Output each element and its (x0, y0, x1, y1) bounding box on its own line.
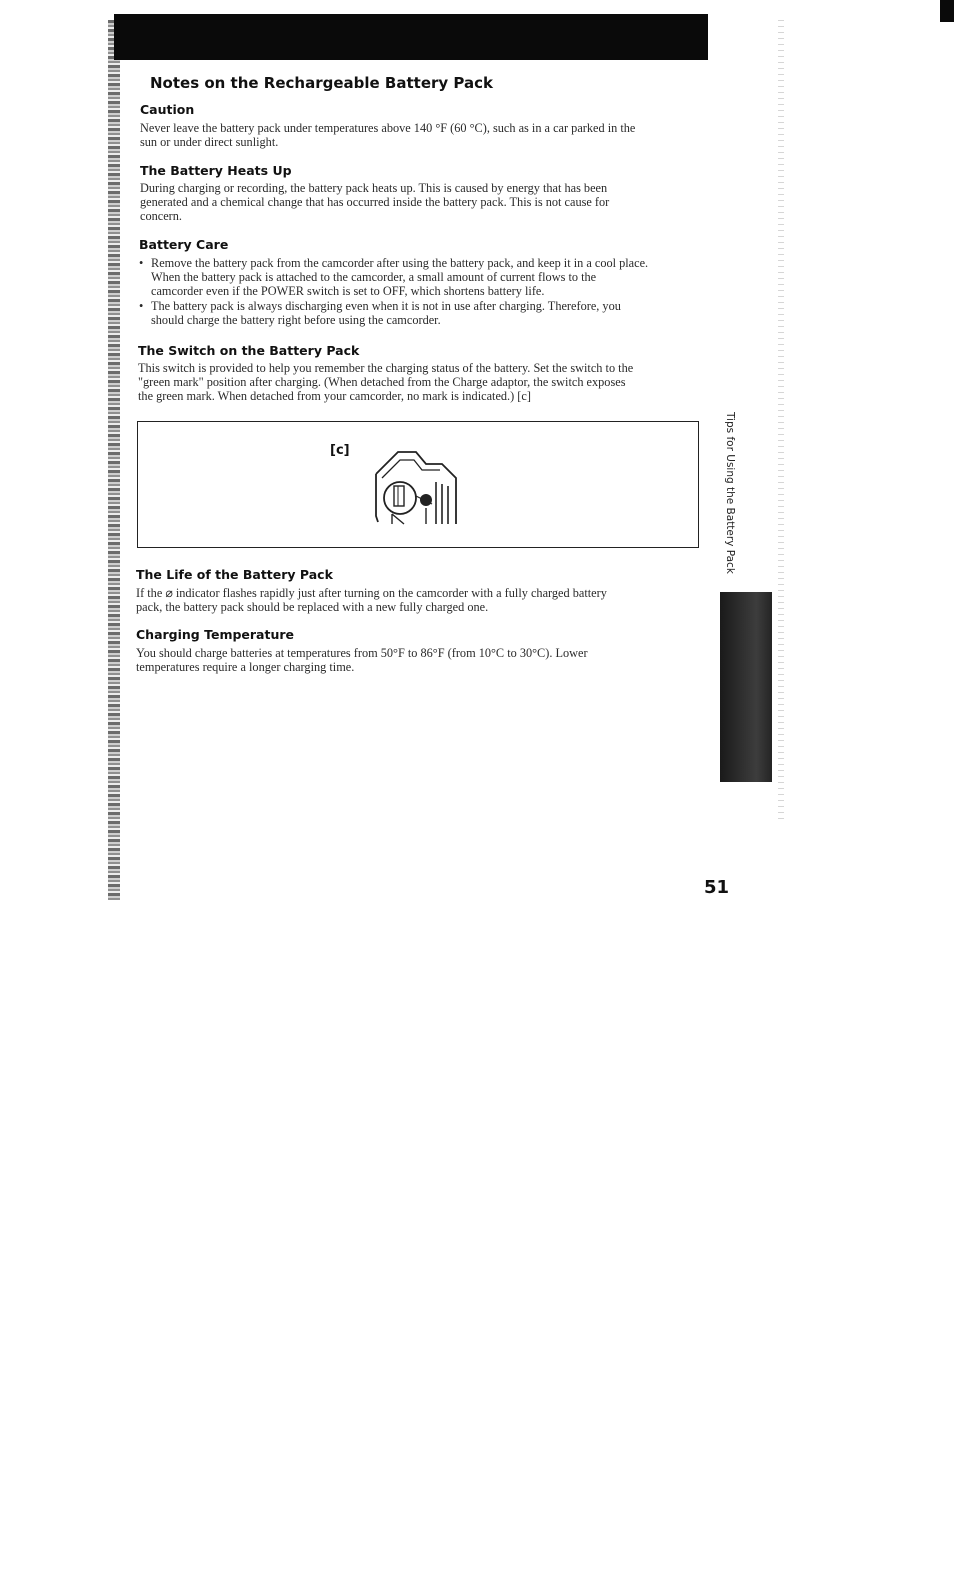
figure-label: [c] (330, 443, 350, 458)
side-tab-label: Tips for Using the Battery Pack (724, 412, 736, 574)
switch-text: This switch is provided to help you remember the charging status of the battery. Set the switch to the "green mark" position after charging. (When detached from the Charge adaptor, the switch exposes the green mark. When detached from your camcorder, no mark is indicated.) [c] (138, 361, 634, 404)
life-text: If the ⌀ indicator flashes rapidly just after turning on the camcorder with a fully charged battery pack, the battery pack should be replaced with a new fully charged one. (136, 586, 607, 615)
temperature-heading: Charging Temperature (136, 627, 295, 642)
caution-text: Never leave the battery pack under temperatures above 140 °F (60 °C), such as in a car parked in the sun or under direct sunlight. (140, 121, 636, 150)
battery-pack-illustration (370, 442, 466, 528)
corner-mark (940, 0, 954, 22)
scan-edge-left (108, 20, 120, 900)
side-tab (722, 412, 736, 592)
scan-edge-right (778, 20, 784, 820)
thumb-index-block (720, 592, 772, 782)
list-item: • The battery pack is always discharging even when it is not in use after charging. Therefore, you should charge the battery right before using the camcorder. (139, 298, 621, 327)
page-number: 51 (704, 877, 730, 898)
page-title: Notes on the Rechargeable Battery Pack (150, 74, 493, 92)
list-item: • Remove the battery pack from the camcorder after using the battery pack, and keep it in a cool place. When the battery pack is attached to the camcorder, a small amount of current flows to the camcorder even if the POWER switch is set to OFF, which shortens battery life. (139, 256, 649, 299)
heats-up-heading: The Battery Heats Up (140, 163, 292, 178)
caution-heading: Caution (140, 102, 195, 117)
switch-heading: The Switch on the Battery Pack (138, 343, 360, 358)
battery-care-list (137, 256, 707, 327)
header-bar (114, 14, 708, 60)
temperature-text: You should charge batteries at temperatures from 50°F to 86°F (from 10°C to 30°C). Lower temperatures require a longer charging time. (136, 646, 588, 675)
heats-up-text: During charging or recording, the battery pack heats up. This is caused by energy that has been generated and a chemical change that has occurred inside the battery pack. This is not cause for concern. (140, 181, 610, 224)
life-heading: The Life of the Battery Pack (136, 567, 333, 582)
battery-care-heading: Battery Care (139, 237, 229, 252)
